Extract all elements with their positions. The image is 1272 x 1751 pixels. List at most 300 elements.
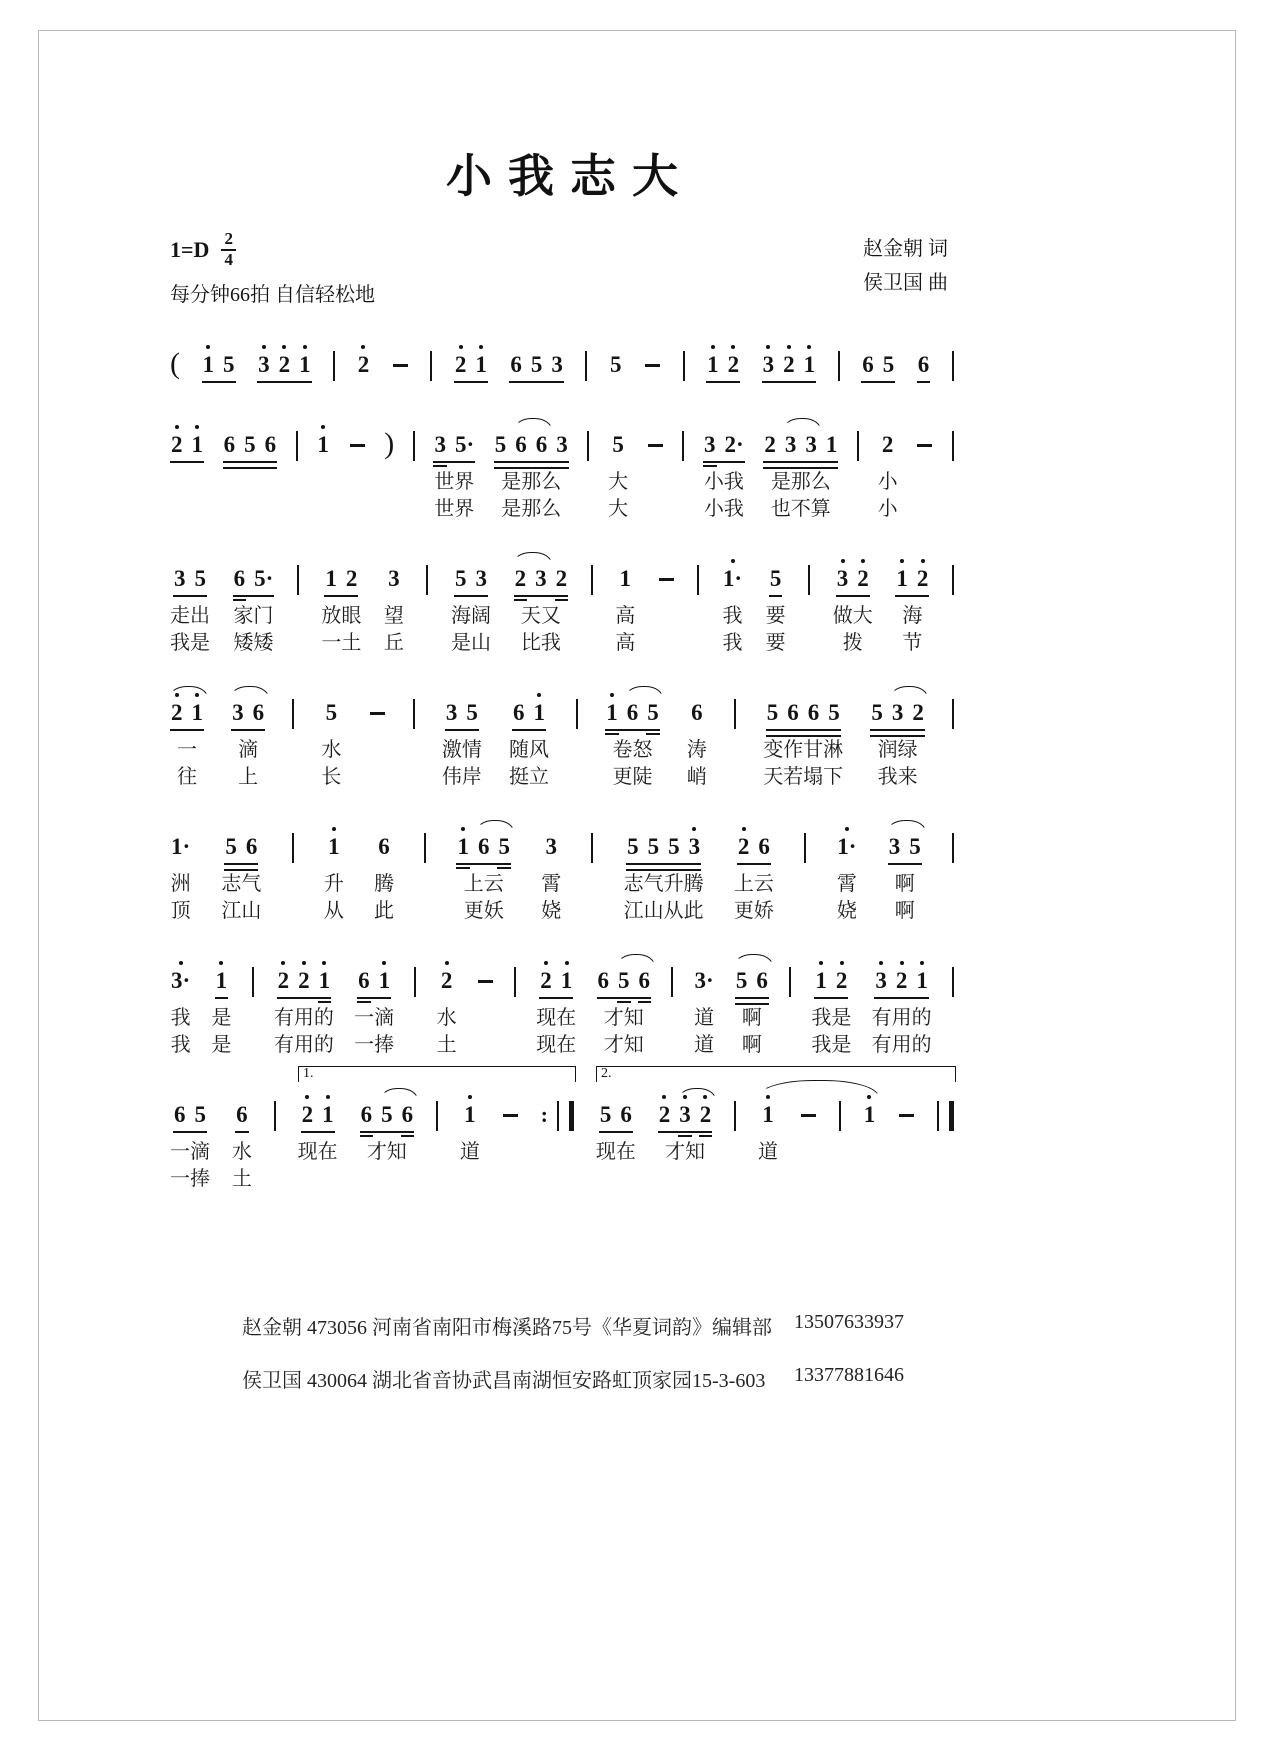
note <box>544 825 558 871</box>
note <box>769 557 783 603</box>
lyric-verse1: 道 <box>694 1007 715 1030</box>
note-digit: 3 <box>434 432 446 458</box>
dash-wrap <box>369 691 386 737</box>
note <box>298 343 312 389</box>
octave-dot-mark <box>841 559 845 563</box>
lyric-verse2: 丘 <box>383 632 404 655</box>
note-digit: 6 <box>756 968 768 994</box>
note-digit: 5 <box>871 700 883 726</box>
note <box>916 557 930 603</box>
note-column <box>706 343 740 389</box>
octave-dot-mark <box>445 961 449 965</box>
note <box>626 825 640 871</box>
dash-note <box>898 1093 915 1139</box>
barline <box>734 1093 736 1139</box>
lyric-verse1: 腾 <box>374 873 395 896</box>
note-digit: 6 <box>510 352 522 378</box>
barline-glyph <box>952 557 954 603</box>
note-digit: 5 <box>609 352 622 378</box>
note <box>252 691 266 737</box>
note <box>599 1093 613 1139</box>
dash-note <box>502 1093 519 1139</box>
lyric-verse1: 志气 <box>221 873 262 896</box>
barline-glyph <box>274 1093 276 1139</box>
note <box>454 343 468 389</box>
note <box>191 691 205 737</box>
lyric-verse1: 海阔 <box>451 605 492 628</box>
note-digit: 5 <box>530 352 543 378</box>
dash-note <box>392 343 409 389</box>
note-digit: 5 <box>769 566 782 592</box>
note <box>194 1093 208 1139</box>
note-column <box>624 825 704 925</box>
barline-stroke <box>591 565 593 595</box>
beam-group <box>836 825 857 871</box>
note-digit: 1 <box>378 968 391 994</box>
barline-glyph <box>683 343 685 389</box>
note <box>755 959 769 1005</box>
lyric-verse1: 家门 <box>233 605 274 628</box>
lyric-verse1: 要 <box>765 605 786 628</box>
note-column <box>762 343 817 389</box>
lyricist-phone: 13507633937 <box>794 1311 904 1334</box>
beam-group <box>888 825 922 871</box>
note <box>609 343 623 389</box>
note <box>170 959 191 1005</box>
barline-glyph <box>952 343 954 389</box>
barline-stroke <box>808 565 810 595</box>
note <box>223 423 237 469</box>
note-column <box>384 557 404 657</box>
barline <box>952 825 954 871</box>
note <box>638 959 652 1005</box>
beam-group <box>231 691 265 737</box>
note <box>690 691 704 737</box>
octave-dot-mark <box>281 961 285 965</box>
beam-group <box>690 691 704 737</box>
note-digit: 3· <box>171 968 191 994</box>
lyric-verse1: 激情 <box>441 739 482 762</box>
beam-group <box>870 691 925 737</box>
slur-arc <box>783 418 821 430</box>
duration-dash <box>502 1101 519 1129</box>
note-column <box>354 959 394 1059</box>
note <box>534 557 548 603</box>
note-column <box>460 1093 480 1193</box>
lyric-verse1: 水 <box>321 739 342 762</box>
note-digit: 3 <box>836 566 849 592</box>
note-column <box>722 557 743 657</box>
octave-dot <box>479 343 483 351</box>
octave-dot <box>807 343 811 351</box>
note-column <box>863 1093 877 1193</box>
dash-note <box>477 959 494 1005</box>
barline-glyph <box>734 691 736 737</box>
barline-stroke <box>952 833 954 863</box>
note <box>836 557 850 603</box>
note-digit: 1 <box>863 1102 876 1128</box>
barline-glyph <box>808 557 810 603</box>
barline-glyph <box>734 1093 736 1139</box>
barline-glyph <box>697 557 699 603</box>
octave-dot <box>195 423 199 431</box>
note <box>703 423 717 469</box>
beam-group <box>514 557 569 603</box>
note-digit: 2 <box>357 352 370 378</box>
note-digit: 6 <box>401 1102 414 1128</box>
note <box>917 343 931 389</box>
system-row <box>170 825 954 925</box>
lyric-verse1: 道 <box>758 1141 779 1164</box>
note <box>555 423 569 469</box>
lyric-verse1: 霄 <box>836 873 857 896</box>
duration-dash <box>349 431 366 459</box>
dash-note <box>369 691 386 737</box>
lyric-verse2: 上 <box>238 766 259 789</box>
beam-group <box>170 691 204 737</box>
note <box>278 343 292 389</box>
octave-dot-mark <box>468 1095 472 1099</box>
barline-stroke <box>252 967 254 997</box>
note-digit: 5 <box>909 834 921 860</box>
note <box>532 691 546 737</box>
barline <box>413 691 415 737</box>
lyric-verse2: 挺立 <box>508 766 549 789</box>
lyric-verse1: 志气升腾 <box>623 873 704 896</box>
slur-arc <box>625 686 663 698</box>
lyric-verse2: 一土 <box>321 632 362 655</box>
barline-stroke <box>557 1101 559 1131</box>
lyric-verse1: 小 <box>877 471 898 494</box>
barline-glyph <box>838 343 840 389</box>
slur-arc <box>734 954 773 966</box>
barline-stroke <box>274 1101 276 1131</box>
octave-dot <box>361 343 365 351</box>
dash-note <box>349 423 366 469</box>
note-column <box>509 343 564 389</box>
beam-group <box>173 557 207 603</box>
dash-column <box>898 1093 915 1139</box>
note <box>646 691 660 737</box>
note-digit: 6 <box>378 834 390 860</box>
beam-group <box>895 557 929 603</box>
beam-group <box>917 343 931 389</box>
notation-system <box>170 959 954 1059</box>
note <box>888 825 902 871</box>
note <box>870 691 884 737</box>
octave-dot <box>787 343 791 351</box>
note-digit: 5 <box>599 1102 612 1128</box>
lyric-verse1: 上云 <box>463 873 504 896</box>
dash-wrap <box>800 1093 817 1139</box>
slur-arc <box>380 1088 418 1100</box>
barline-stroke <box>424 833 426 863</box>
note-digit: 1 <box>533 700 545 726</box>
barline-stroke <box>591 833 593 863</box>
barline <box>252 959 254 1005</box>
beam-group <box>454 557 488 603</box>
note-column <box>766 557 786 657</box>
lyric-verse1: 我 <box>170 1007 191 1030</box>
note-column <box>437 959 457 1059</box>
note <box>325 691 339 737</box>
note <box>836 825 857 871</box>
barline-stroke-thick <box>569 1101 574 1131</box>
note <box>170 423 184 469</box>
dash-note <box>916 423 933 469</box>
note-digit: 1· <box>837 834 857 860</box>
note-digit: 1 <box>191 700 203 726</box>
beam-group <box>539 959 573 1005</box>
lyric-verse2: 江山从此 <box>623 900 704 923</box>
barline <box>952 423 954 469</box>
beam-group <box>170 423 204 469</box>
note-digit: 5 <box>194 566 206 592</box>
barline-stroke <box>682 431 684 461</box>
octave-dot-mark <box>879 961 883 965</box>
note-digit: 3 <box>475 566 488 592</box>
note-column <box>541 825 561 925</box>
beam-group <box>762 343 817 389</box>
octave-dot <box>544 959 548 967</box>
note-digit: 6 <box>252 700 265 726</box>
lyric-verse2: 也不算 <box>770 498 831 521</box>
note-digit: 2 <box>737 834 750 860</box>
note-digit: 1 <box>707 352 719 378</box>
note-digit: 2 <box>916 566 929 592</box>
barline-glyph <box>296 423 298 469</box>
duration-dash <box>658 565 675 593</box>
lyric-verse2: 伟岸 <box>441 766 482 789</box>
octave-dot-mark <box>461 827 465 831</box>
note-column <box>170 1093 210 1193</box>
octave-dot-mark <box>195 425 199 429</box>
octave-dot-mark <box>537 693 541 697</box>
system-row <box>170 557 954 657</box>
lyric-verse1: 海 <box>902 605 923 628</box>
note <box>222 343 236 389</box>
note-column <box>596 1093 636 1193</box>
note-digit: 3 <box>535 566 547 592</box>
note <box>454 423 475 469</box>
note <box>327 825 341 871</box>
octave-dot <box>900 959 904 967</box>
note <box>863 1093 877 1139</box>
note <box>264 423 278 469</box>
barline-glyph <box>591 825 593 871</box>
lyric-verse2: 啊 <box>894 900 915 923</box>
lyric-verse1: 现在 <box>297 1141 338 1164</box>
barline <box>587 423 589 469</box>
note-digit: 5 <box>668 834 680 860</box>
note-digit: 3 <box>174 566 186 592</box>
paren-glyph: ) <box>384 427 395 461</box>
meta-row <box>170 230 954 307</box>
note-digit: 5 <box>225 834 237 860</box>
note <box>874 959 888 1005</box>
note-digit: 2 <box>699 1102 712 1128</box>
beam-group <box>215 959 229 1005</box>
barline-glyph <box>424 825 426 871</box>
duration-dash <box>898 1101 915 1129</box>
beam-group <box>544 825 558 871</box>
octave-dot <box>845 825 849 833</box>
barline-glyph <box>426 557 428 603</box>
note <box>724 423 745 469</box>
note <box>380 1093 394 1139</box>
note-digit: 3 <box>551 352 563 378</box>
notation-system <box>170 343 954 389</box>
lyric-verse2: 小我 <box>703 498 744 521</box>
beam-group <box>325 691 339 737</box>
dash-wrap <box>898 1093 915 1139</box>
note <box>658 1093 672 1139</box>
note-digit: 1 <box>202 352 215 378</box>
note-column <box>703 423 745 523</box>
lyric-verse2: 现在 <box>536 1034 577 1057</box>
barline <box>585 343 587 389</box>
meta-left <box>170 230 375 307</box>
note-column <box>870 691 925 791</box>
note <box>243 423 257 469</box>
octave-dot <box>262 343 266 351</box>
octave-dot <box>322 959 326 967</box>
barline-glyph <box>576 691 578 737</box>
barline-glyph <box>839 1093 841 1139</box>
note-column <box>257 343 312 389</box>
note-digit: 1 <box>322 1102 334 1128</box>
lyric-verse2: 我 <box>722 632 743 655</box>
barline <box>682 423 684 469</box>
beam-group <box>769 557 783 603</box>
octave-dot <box>565 959 569 967</box>
duration-dash <box>916 431 933 459</box>
notation-system <box>170 557 954 657</box>
note-digit: 5 <box>325 700 338 726</box>
barline-stroke <box>838 351 840 381</box>
note-digit: 3 <box>258 352 270 378</box>
octave-dot-mark <box>900 961 904 965</box>
dash-note <box>644 343 661 389</box>
lyric-verse2: 一捧 <box>170 1168 210 1191</box>
octave-dot <box>282 343 286 351</box>
note-column <box>514 557 569 657</box>
lyric-verse1: 走出 <box>170 605 210 628</box>
system-row <box>170 691 954 791</box>
key-signature: 1=D <box>170 236 210 262</box>
note-column <box>693 959 714 1059</box>
note-column <box>170 825 191 925</box>
octave-dot-mark <box>731 345 735 349</box>
note-column <box>223 423 278 523</box>
paren-wrap <box>384 423 394 469</box>
lyric-verse2: 有用的 <box>273 1034 334 1057</box>
dash-wrap <box>644 343 661 389</box>
beam-group <box>277 959 332 1005</box>
note-column <box>233 557 275 657</box>
barline-glyph <box>682 423 684 469</box>
note-digit: 2 <box>298 968 310 994</box>
note-column <box>170 959 191 1059</box>
note <box>318 959 332 1005</box>
lyric-verse1: 水 <box>231 1141 252 1164</box>
lyric-verse2: 啊 <box>741 1034 762 1057</box>
note-digit: 3 <box>232 700 244 726</box>
lyric-verse1: 一 <box>177 739 197 762</box>
slur-arc <box>476 820 514 832</box>
note <box>804 423 818 469</box>
barline-stroke <box>952 351 954 381</box>
beam-group <box>703 423 745 469</box>
lyric-verse1: 世界 <box>434 471 475 494</box>
octave-dot <box>731 343 735 351</box>
barline-glyph <box>952 691 954 737</box>
note <box>626 691 640 737</box>
note <box>891 691 905 737</box>
barline-stroke <box>333 351 335 381</box>
octave-dot-mark <box>766 345 770 349</box>
octave-dot-mark <box>459 345 463 349</box>
sheet-content <box>170 0 954 1417</box>
note-digit: 1 <box>606 700 618 726</box>
barline <box>789 959 791 1005</box>
note <box>814 959 828 1005</box>
note-digit: 3 <box>704 432 716 458</box>
note-column <box>494 423 569 523</box>
dash-wrap <box>916 423 933 469</box>
slur-arc <box>617 954 655 966</box>
note-digit: 1 <box>475 352 487 378</box>
note <box>173 557 187 603</box>
note-digit: 2 <box>171 432 183 458</box>
note-column <box>442 691 482 791</box>
barline <box>952 557 954 603</box>
note-digit: 5 <box>828 700 840 726</box>
note-column <box>597 959 652 1059</box>
note-digit: 6 <box>626 700 639 726</box>
note-digit: 5 <box>494 432 507 458</box>
octave-dot <box>303 343 307 351</box>
lyric-verse1: 现在 <box>536 1007 577 1030</box>
note-digit: 6 <box>917 352 930 378</box>
barline-glyph <box>587 423 589 469</box>
note-digit: 3 <box>688 834 701 860</box>
note-digit: 6 <box>223 432 236 458</box>
barline <box>424 825 426 871</box>
octave-dot-mark <box>807 345 811 349</box>
beam-group <box>456 825 511 871</box>
note <box>827 691 841 737</box>
note <box>825 423 839 469</box>
lyric-verse1: 是那么 <box>770 471 831 494</box>
note-column <box>836 825 857 925</box>
note <box>535 423 549 469</box>
barline-glyph <box>514 959 516 1005</box>
barline <box>697 557 699 603</box>
note <box>497 825 511 871</box>
note <box>477 825 491 871</box>
barline-stroke <box>576 699 578 729</box>
volta-bracket <box>596 1066 956 1082</box>
note <box>454 557 468 603</box>
lyric-verse1: 滴 <box>238 739 259 762</box>
beam-group <box>599 1093 633 1139</box>
octave-dot <box>219 959 223 967</box>
octave-dot <box>445 959 449 967</box>
octave-dot-mark <box>921 559 925 563</box>
note <box>784 423 798 469</box>
barline-glyph <box>591 557 593 603</box>
